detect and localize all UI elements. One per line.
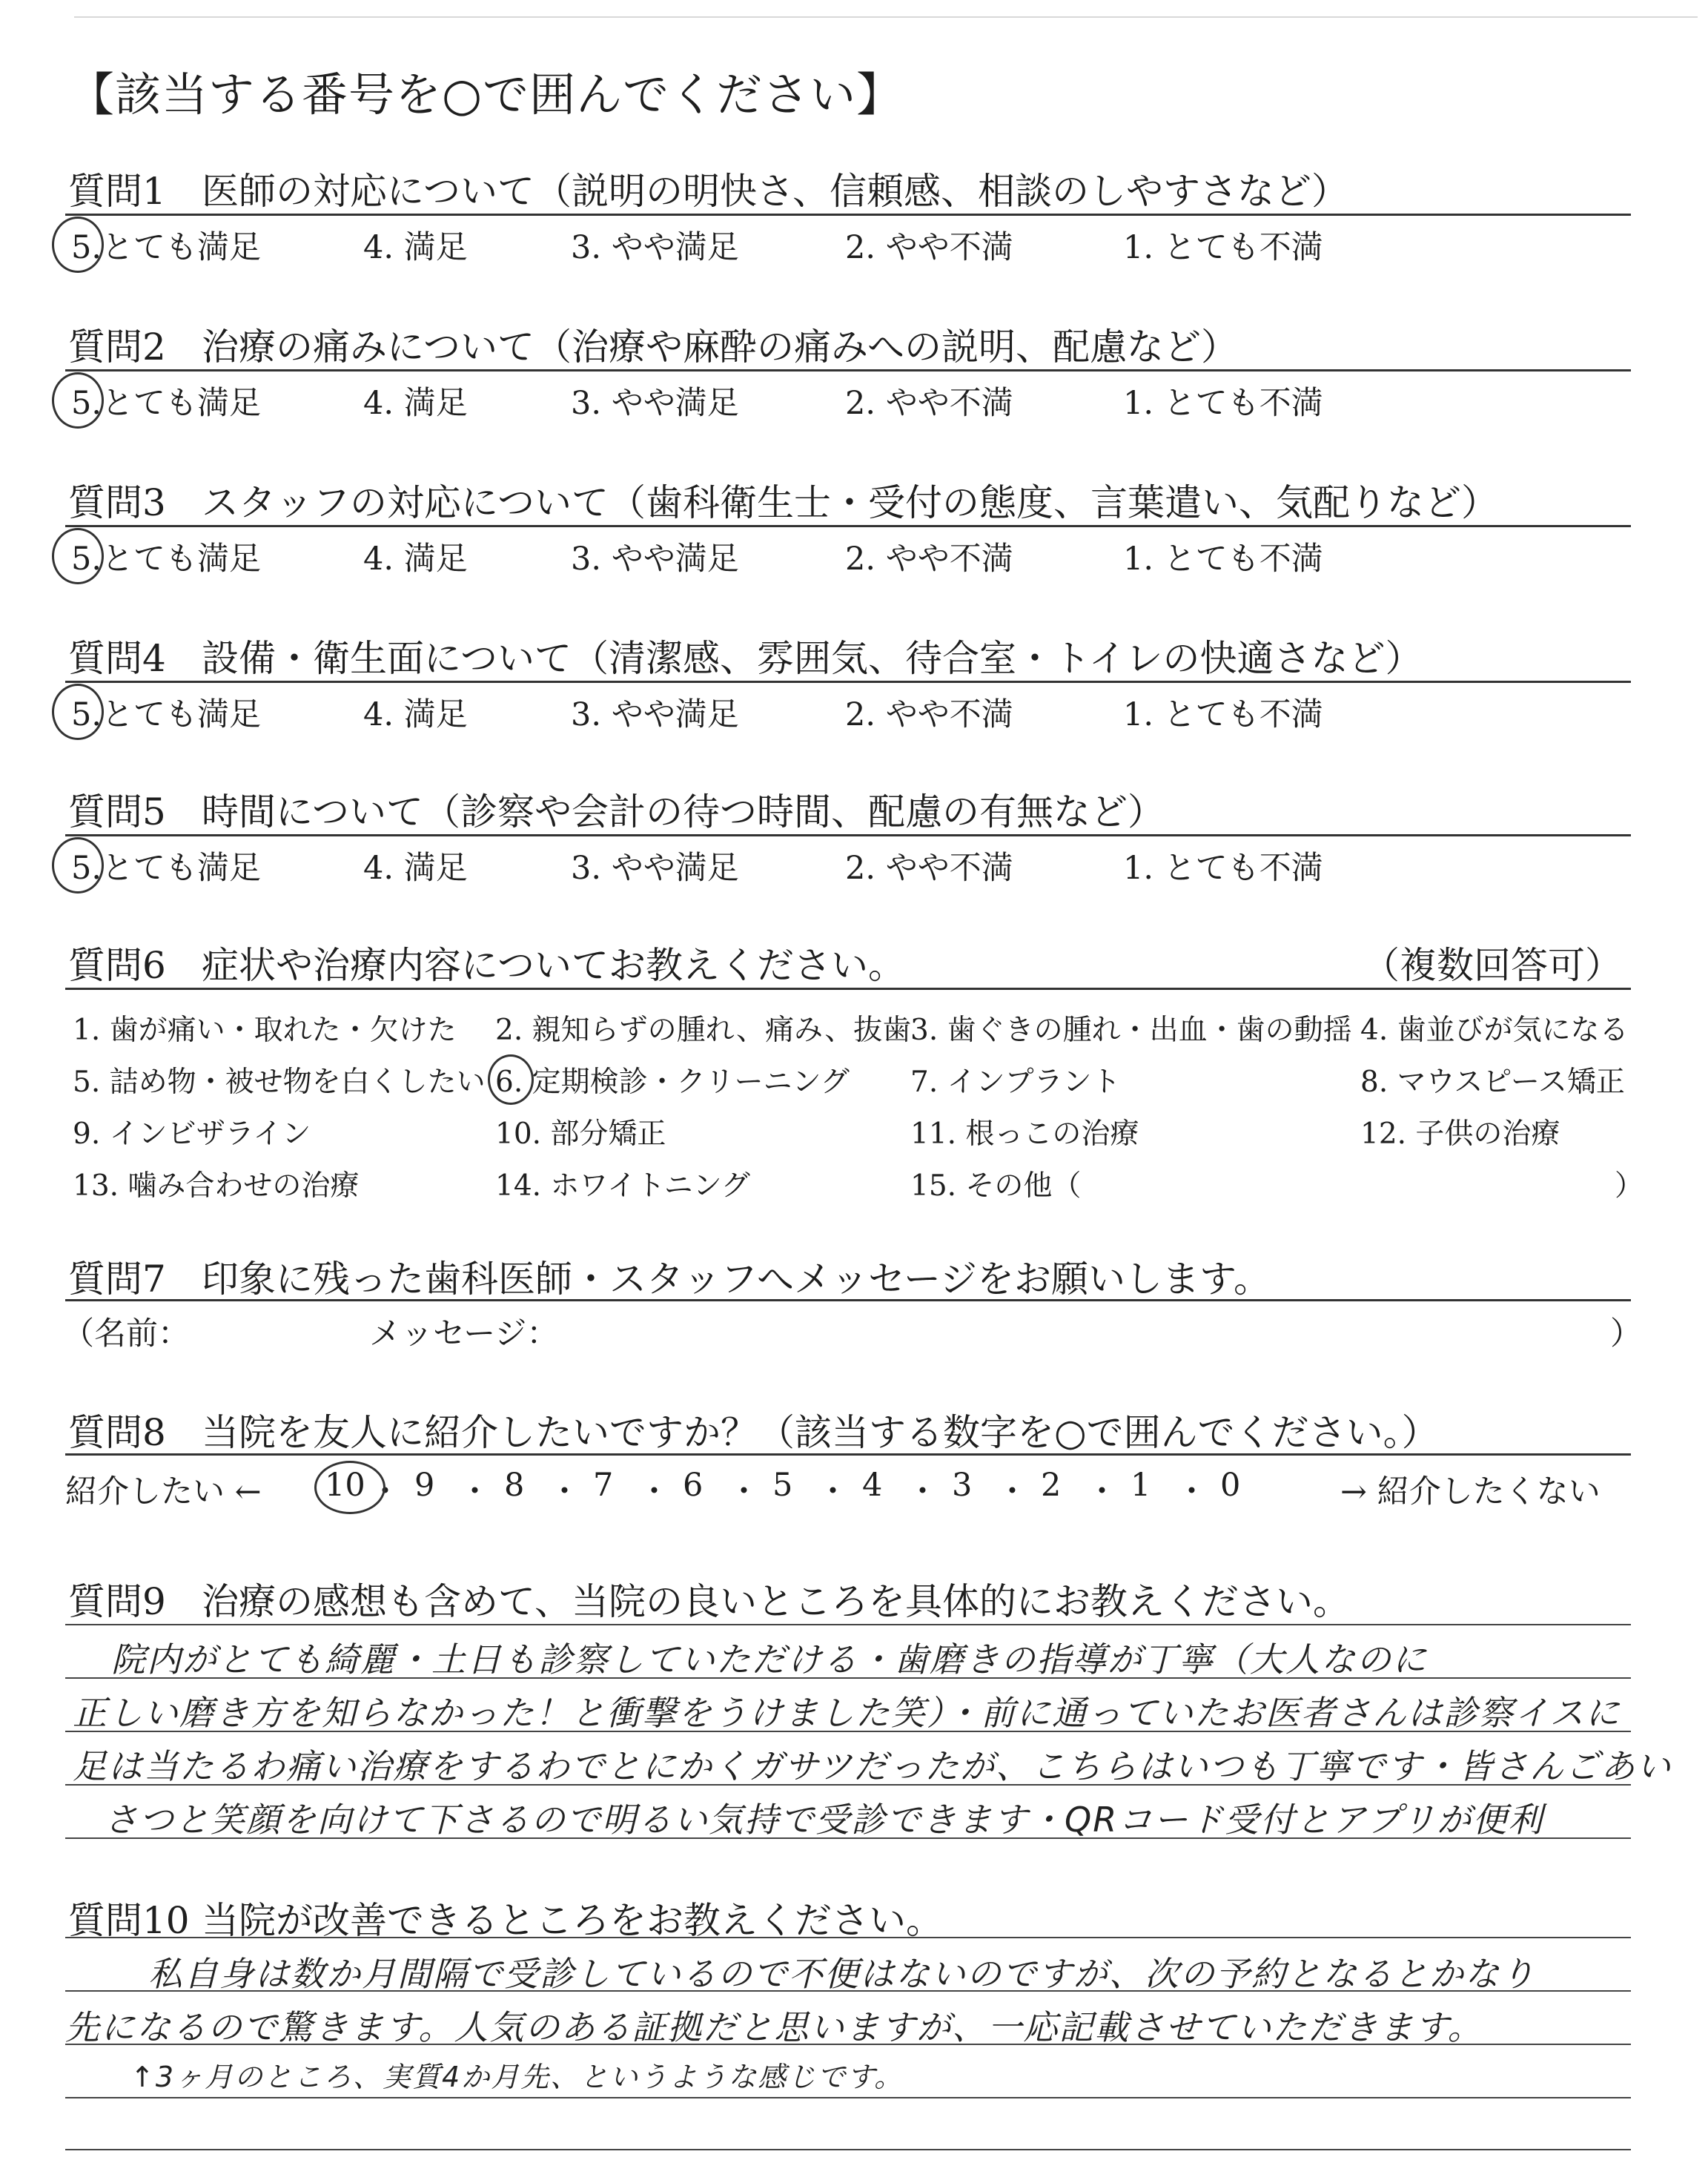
q4-option-2[interactable]: 2. やや不満 — [845, 696, 1013, 733]
q5-rule — [65, 834, 1631, 836]
q1-option-5[interactable]: 5.とても満足 — [71, 229, 262, 266]
q2-option-3[interactable]: 3. やや満足 — [571, 385, 739, 422]
q6-option-8[interactable]: 8. マウスピース矯正 — [1360, 1066, 1625, 1099]
q1-option-1[interactable]: 1. とても不満 — [1123, 229, 1323, 266]
q2-option-4[interactable]: 4. 満足 — [363, 385, 468, 422]
q9-answer-line-1: 院内がとても綺麗・土日も診察していただける・歯磨きの指導が丁寧（大人なのに — [111, 1639, 1428, 1680]
q9-label: 質問9 — [68, 1580, 166, 1623]
q6-option-16: ） — [1615, 1169, 1644, 1203]
q6-option-14[interactable]: 14. ホワイトニング — [495, 1169, 750, 1203]
q2-selected-circle — [52, 372, 104, 429]
q1-option-3[interactable]: 3. やや満足 — [571, 229, 739, 266]
q8-scale-7[interactable]: 7 — [593, 1467, 614, 1504]
q6-label: 質問6 — [68, 944, 166, 987]
q5-text: 時間について（診察や会計の待つ時間、配慮の有無など） — [202, 790, 1165, 833]
q5-option-2[interactable]: 2. やや不満 — [845, 850, 1013, 887]
q6-option-4[interactable]: 4. 歯並びが気になる — [1360, 1014, 1629, 1047]
q4-text: 設備・衛生面について（清潔感、雰囲気、待合室・トイレの快適さなど） — [202, 637, 1423, 680]
q7-name-label: （名前： — [62, 1315, 190, 1353]
q4-label: 質問4 — [68, 637, 166, 680]
q1-text: 医師の対応について（説明の明快さ、信頼感、相談のしやすさなど） — [202, 170, 1348, 213]
q6-option-3[interactable]: 3. 歯ぐきの腫れ・出血・歯の動揺 — [910, 1014, 1352, 1047]
q6-option-13[interactable]: 13. 噛み合わせの治療 — [73, 1169, 360, 1203]
q6-text: 症状や治療内容についてお教えください。 — [202, 944, 905, 987]
q6-option-2[interactable]: 2. 親知らずの腫れ、痛み、抜歯 — [495, 1014, 912, 1047]
q10-text: 当院が改善できるところをお教えください。 — [202, 1899, 943, 1942]
q6-selected-circle — [488, 1054, 534, 1105]
q8-scale-3[interactable]: 3 — [952, 1467, 973, 1504]
q8-scale-1[interactable]: 1 — [1131, 1467, 1151, 1504]
q8-scale-9[interactable]: 9 — [414, 1467, 435, 1504]
q4-rule — [65, 681, 1631, 683]
q5-selected-circle — [52, 837, 104, 894]
q9-answer-line-3: 足は当たるわ痛い治療をするわでとにかくガサツだったが、こちらはいつも丁寧です・皆さんごあい — [73, 1746, 1672, 1786]
q8-label: 質問8 — [68, 1411, 166, 1454]
q4-selected-circle — [52, 684, 104, 740]
q8-scale-separator: ・ — [369, 1473, 401, 1510]
q8-scale-10[interactable]: 10 — [325, 1467, 365, 1504]
q3-rule — [65, 525, 1631, 527]
q4-option-5[interactable]: 5.とても満足 — [71, 696, 262, 733]
q10-answer-rule — [65, 1937, 1631, 1938]
q10-answer-rule — [65, 2149, 1631, 2150]
q8-text: 当院を友人に紹介したいですか？（該当する数字を○で囲んでください。） — [202, 1411, 1439, 1454]
q8-scale-separator: ・ — [1176, 1473, 1208, 1510]
q8-scale-separator: ・ — [638, 1473, 670, 1510]
q8-left-label: 紹介したい ← — [65, 1473, 262, 1510]
q2-option-2[interactable]: 2. やや不満 — [845, 385, 1013, 422]
q8-scale-6[interactable]: 6 — [683, 1467, 704, 1504]
q5-label: 質問5 — [68, 790, 166, 833]
q6-option-10[interactable]: 10. 部分矯正 — [495, 1117, 666, 1151]
q6-option-11[interactable]: 11. 根っこの治療 — [910, 1117, 1139, 1151]
q3-option-3[interactable]: 3. やや満足 — [571, 541, 739, 578]
q3-label: 質問3 — [68, 481, 166, 524]
q4-option-3[interactable]: 3. やや満足 — [571, 696, 739, 733]
q8-scale-separator: ・ — [907, 1473, 939, 1510]
q4-option-4[interactable]: 4. 満足 — [363, 696, 468, 733]
q8-scale-separator: ・ — [817, 1473, 849, 1510]
q2-option-5[interactable]: 5.とても満足 — [71, 385, 262, 422]
q8-scale-5[interactable]: 5 — [772, 1467, 793, 1504]
q4-option-1[interactable]: 1. とても不満 — [1123, 696, 1323, 733]
q1-option-2[interactable]: 2. やや不満 — [845, 229, 1013, 266]
q9-answer-rule — [65, 1624, 1631, 1625]
q8-scale-separator: ・ — [728, 1473, 760, 1510]
q1-rule — [65, 214, 1631, 216]
q6-option-7[interactable]: 7. インプラント — [910, 1066, 1121, 1099]
q3-option-2[interactable]: 2. やや不満 — [845, 541, 1013, 578]
q7-rule — [65, 1299, 1631, 1301]
q8-scale-separator: ・ — [549, 1473, 580, 1510]
q8-scale-separator: ・ — [1086, 1473, 1118, 1510]
q8-scale-8[interactable]: 8 — [504, 1467, 525, 1504]
q9-text: 治療の感想も含めて、当院の良いところを具体的にお教えください。 — [202, 1580, 1350, 1623]
q2-rule — [65, 369, 1631, 371]
q8-scale-separator: ・ — [459, 1473, 491, 1510]
q1-selected-circle — [52, 217, 104, 273]
q5-option-1[interactable]: 1. とても不満 — [1123, 850, 1323, 887]
page-title: 【該当する番号を○で囲んでください】 — [68, 67, 904, 122]
q6-option-9[interactable]: 9. インビザライン — [73, 1117, 311, 1151]
q10-answer-line-3: ↑3ヶ月のところ、実質4か月先、というような感じです。 — [130, 2061, 904, 2093]
q1-label: 質問1 — [68, 170, 166, 213]
q8-rule — [65, 1453, 1631, 1456]
q3-option-5[interactable]: 5.とても満足 — [71, 541, 262, 578]
q5-option-4[interactable]: 4. 満足 — [363, 850, 468, 887]
q6-option-5[interactable]: 5. 詰め物・被せ物を白くしたい — [73, 1066, 486, 1099]
q2-label: 質問2 — [68, 326, 166, 369]
q6-option-6[interactable]: 6. 定期検診・クリーニング — [495, 1066, 850, 1099]
q10-answer-rule — [65, 2097, 1631, 2098]
q7-text: 印象に残った歯科医師・スタッフへメッセージをお願いします。 — [202, 1258, 1271, 1301]
q8-scale-0[interactable]: 0 — [1220, 1467, 1241, 1504]
q8-scale-separator: ・ — [996, 1473, 1028, 1510]
q3-option-4[interactable]: 4. 満足 — [363, 541, 468, 578]
q6-option-15[interactable]: 15. その他（ — [910, 1169, 1082, 1203]
q6-option-1[interactable]: 1. 歯が痛い・取れた・欠けた — [73, 1014, 457, 1047]
q3-selected-circle — [52, 528, 104, 584]
q8-selected-circle — [314, 1461, 385, 1514]
top-border-line — [74, 16, 1698, 18]
q6-rule — [65, 988, 1631, 990]
q10-answer-line-2: 先になるので驚きます。人気のある証拠だと思いますが、一応記載させていただきます。 — [65, 2007, 1483, 2047]
q9-answer-line-2: 正しい磨き方を知らなかった！と衝撃をうけました笑）・前に通っていたお医者さんは診察イスに — [73, 1693, 1621, 1733]
q8-scale-4[interactable]: 4 — [862, 1467, 883, 1504]
q5-option-5[interactable]: 5.とても満足 — [71, 850, 262, 887]
q1-option-4[interactable]: 4. 満足 — [363, 229, 468, 266]
q9-answer-line-4: さつと笑顔を向けて下さるので明るい気持で受診できます・QRコード受付とアプリが便利 — [104, 1800, 1544, 1840]
q8-scale-2[interactable]: 2 — [1041, 1467, 1062, 1504]
q2-option-1[interactable]: 1. とても不満 — [1123, 385, 1323, 422]
q10-answer-line-1: 私自身は数か月間隔で受診しているので不便はないのですが、次の予約となるとかなり — [148, 1954, 1536, 1994]
q8-right-label: → 紹介したくない — [1340, 1473, 1601, 1510]
q7-close-paren: ） — [1610, 1315, 1642, 1353]
q7-label: 質問7 — [68, 1258, 166, 1301]
q7-message-label: メッセージ： — [369, 1315, 559, 1353]
q2-text: 治療の痛みについて（治療や麻酔の痛みへの説明、配慮など） — [202, 326, 1238, 369]
q3-option-1[interactable]: 1. とても不満 — [1123, 541, 1323, 578]
q6-option-12[interactable]: 12. 子供の治療 — [1360, 1117, 1560, 1151]
q5-option-3[interactable]: 3. やや満足 — [571, 850, 739, 887]
q10-label: 質問10 — [68, 1899, 190, 1942]
q3-text: スタッフの対応について（歯科衛生士・受付の態度、言葉遣い、気配りなど） — [202, 481, 1498, 524]
q6-note: （複数回答可） — [1363, 944, 1622, 987]
